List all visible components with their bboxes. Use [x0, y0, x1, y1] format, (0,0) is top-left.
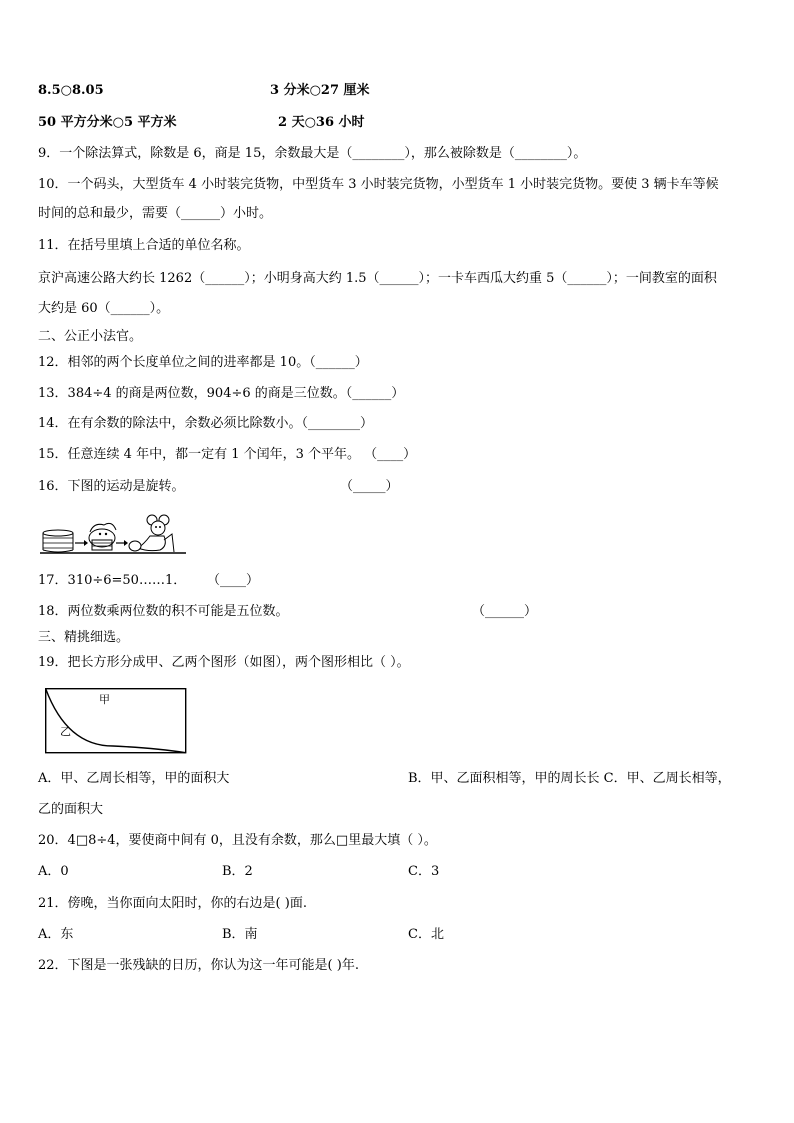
question-20-option-c: C．3	[408, 864, 440, 879]
question-19: 19．把长方形分成甲、乙两个图形（如图），两个图形相比（ ）。	[38, 655, 410, 670]
question-21-option-b: B．南	[222, 927, 258, 942]
dog-icon	[89, 523, 116, 550]
question-9: 9．一个除法算式，除数是 6，商是 15，余数最大是（________），那么被除数是（________）。	[38, 146, 587, 161]
arrow-1-head	[84, 540, 88, 546]
mouse-icon	[129, 515, 174, 552]
question-17-blank: （____）	[207, 573, 260, 588]
question-21-option-a: A．东	[38, 927, 74, 942]
compare-item-4: 2 天○36 小时	[278, 115, 365, 130]
dividing-curve	[46, 689, 186, 753]
question-12: 12．相邻的两个长度单位之间的进率都是 10。（______）	[38, 355, 368, 370]
question-19-option-bc: B．甲、乙面积相等，甲的周长长 C．甲、乙周长相等，	[408, 771, 731, 786]
question-16-blank: （_____）	[340, 479, 399, 494]
question-17: 17．310÷6=50……1．	[38, 573, 187, 588]
question-20-option-a: A．0	[38, 864, 69, 879]
label-yi: 乙	[60, 725, 71, 738]
question-22: 22．下图是一张残缺的日历，你认为这一年可能是( )年.	[38, 958, 359, 973]
question-15: 15．任意连续 4 年中，都一定有 1 个闰年，3 个平年。 （____）	[38, 447, 417, 462]
question-14: 14．在有余数的除法中，余数必须比除数小。（________）	[38, 416, 374, 431]
arrow-2-head	[124, 540, 128, 546]
question-19-option-a: A．甲、乙周长相等，甲的面积大	[38, 771, 230, 786]
section-2-heading: 二、公正小法官。	[38, 329, 143, 344]
cake-icon	[43, 530, 73, 552]
rectangle-outline	[46, 689, 186, 753]
label-jia: 甲	[99, 693, 110, 706]
question-11-line1: 京沪高速公路大约长 1262（______）；小明身高大约 1.5（______）；一卡车西瓜大约重 5（______）；一间教室的面积	[38, 271, 717, 286]
question-20: 20．4□8÷4，要使商中间有 0，且没有余数，那么□里最大填（ ）。	[38, 833, 437, 848]
section-3-heading: 三、精挑细选。	[38, 630, 130, 645]
question-18-blank: （______）	[472, 604, 538, 619]
question-21-option-c: C．北	[408, 927, 444, 942]
question-10-line2: 时间的总和最少，需要（______）小时。	[38, 206, 273, 221]
rectangle-figure	[45, 688, 187, 755]
question-16: 16．下图的运动是旋转。	[38, 479, 185, 494]
question-10-line1: 10．一个码头，大型货车 4 小时装完货物，中型货车 3 小时装完货物，小型货车 1 小时装完货物。要使 3 辆卡车等候	[38, 177, 719, 192]
question-11-line2: 大约是 60（______）。	[38, 301, 170, 316]
question-11-title: 11．在括号里填上合适的单位名称。	[38, 238, 250, 253]
question-20-option-b: B．2	[222, 864, 253, 879]
question-21: 21．傍晚，当你面向太阳时，你的右边是( )面.	[38, 896, 307, 911]
compare-item-2: 3 分米○27 厘米	[270, 83, 370, 98]
question-18: 18．两位数乘两位数的积不可能是五位数。	[38, 604, 289, 619]
motion-picture	[40, 512, 190, 558]
question-13: 13．384÷4 的商是两位数，904÷6 的商是三位数。（______）	[38, 386, 405, 401]
compare-item-1: 8.5○8.05	[38, 83, 104, 98]
question-19-option-c-cont: 乙的面积大	[38, 802, 104, 817]
compare-item-3: 50 平方分米○5 平方米	[38, 115, 177, 130]
